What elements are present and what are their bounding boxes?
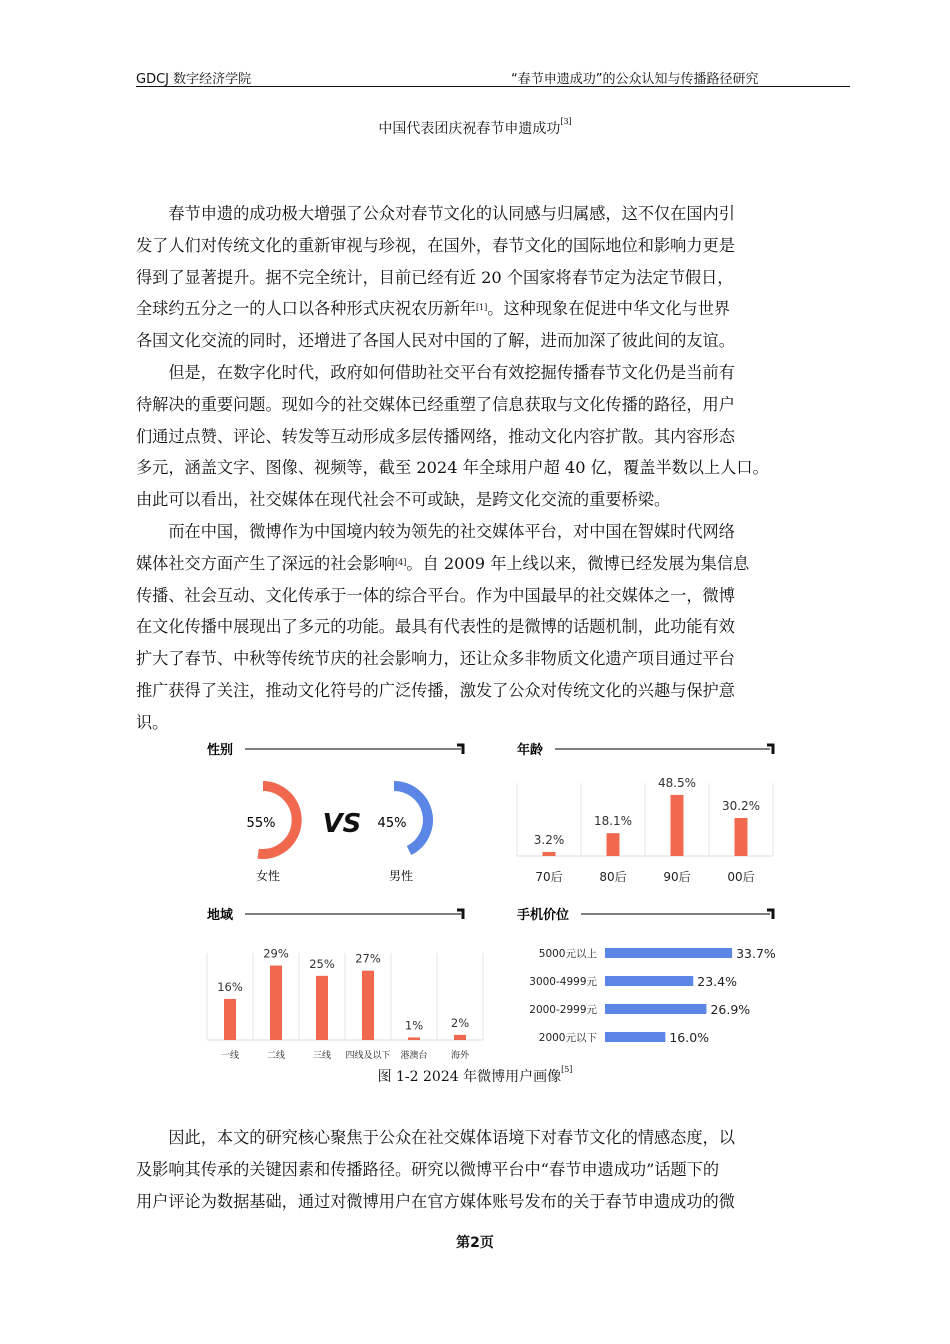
- category-label: 一线: [220, 1051, 240, 1061]
- line-text: 全球约五分之一的人口以各种形式庆祝农历新年: [136, 299, 476, 319]
- phone-price-title: 手机价位: [517, 908, 570, 923]
- category-label: 80后: [599, 870, 627, 884]
- hbar-3000-4999元: [605, 976, 693, 986]
- paragraph-line: [136, 516, 851, 548]
- bar-00后: [735, 818, 748, 856]
- line-text: 扩大了春节、中秋等传统节庆的社会影响力，还让众多非物质文化遗产项目通过平台: [136, 649, 735, 669]
- hbar-2000-2999元: [605, 1004, 706, 1014]
- bar-value-label: 25%: [309, 956, 335, 971]
- category-label: 90后: [663, 870, 691, 884]
- bar-三线: [316, 976, 328, 1040]
- paragraph-2: [136, 357, 851, 516]
- bar-value-label: 3.2%: [533, 832, 565, 847]
- bar-value-label: 27%: [355, 951, 381, 966]
- bar-海外: [454, 1035, 466, 1040]
- paragraph-line: [136, 198, 851, 230]
- bar-四线及以下: [362, 971, 374, 1040]
- line-text: 用户评论为数据基础，通过对微博用户在官方媒体账号发布的关于春节申遗成功的微: [136, 1191, 735, 1211]
- vs-label: VS: [322, 809, 362, 839]
- bar-70后: [543, 852, 556, 856]
- line-text: 待解决的重要问题。现如今的社交媒体已经重塑了信息获取与文化传播的路径，用户: [136, 394, 735, 414]
- line-text: 得到了显著提升。据不完全统计，目前已经有近 20 个国家将春节定为法定节假日，: [136, 267, 734, 287]
- hbar-5000元以上: [605, 948, 732, 958]
- figure-caption: [0, 1066, 950, 1086]
- line-text: 推广获得了关注，推动文化符号的广泛传播，激发了公众对传统文化的兴趣与保护意: [136, 680, 735, 700]
- bar-90后: [671, 795, 684, 856]
- paragraph-1: [136, 198, 851, 357]
- paragraph-4: [136, 1122, 851, 1217]
- line-text: 由此可以看出，社交媒体在现代社会不可或缺，是跨文化交流的重要桥梁。: [136, 490, 671, 510]
- paragraph-line: [136, 675, 851, 707]
- category-label: 三线: [312, 1051, 332, 1061]
- line-text: 因此，本文的研究核心聚焦于公众在社交媒体语境下对春节文化的情感态度，以: [136, 1128, 735, 1147]
- paragraph-line: [136, 293, 851, 325]
- paragraph-line: [136, 1154, 851, 1186]
- category-label: 二线: [266, 1051, 286, 1061]
- header-left: GDCJ 数字经济学院: [136, 72, 252, 87]
- female-label: 女性: [255, 869, 281, 883]
- line-text: 春节申遗的成功极大增强了公众对春节文化的认同感与归属感，这不仅在国内引: [136, 204, 735, 223]
- paragraph-line: [136, 707, 851, 739]
- paragraph-line: [136, 611, 851, 643]
- bar-value-label: 29%: [263, 946, 289, 961]
- line-text: 多元，涵盖文字、图像、视频等，截至 2024 年全球用户超 40 亿，覆盖半数以上人口。: [136, 458, 769, 478]
- category-label: 5000元以上: [538, 948, 597, 960]
- line-text: 。自 2009 年上线以来，微博已经发展为集信息: [406, 553, 750, 573]
- figure-caption-ref: [5]: [561, 1065, 573, 1074]
- category-label: 四线及以下: [345, 1051, 391, 1061]
- line-text: 。这种现象在促进中华文化与世界: [487, 299, 731, 319]
- category-label: 2000-2999元: [529, 1004, 597, 1016]
- paragraph-3: [136, 516, 851, 739]
- paragraph-line: [136, 452, 851, 484]
- paragraph-line: [136, 1186, 851, 1218]
- category-label: 00后: [727, 870, 755, 884]
- region-title: 地域: [207, 908, 234, 923]
- age-title: 年龄: [517, 743, 544, 758]
- hbar-2000元以下: [605, 1032, 665, 1042]
- category-label: 2000元以下: [538, 1032, 597, 1044]
- citation-ref: [4]: [395, 557, 407, 567]
- line-text: 媒体社交方面产生了深远的社会影响: [136, 553, 395, 573]
- line-text: 在文化传播中展现出了多元的功能。最具有代表性的是微博的话题机制，此功能有效: [136, 617, 735, 637]
- paragraph-line: [136, 548, 851, 580]
- line-text: 传播、社会互动、文化传承于一体的综合平台。作为中国最早的社交媒体之一，微博: [136, 585, 735, 605]
- category-label: 海外: [450, 1051, 470, 1061]
- phone-price-bar-chart: [529, 946, 776, 1045]
- line-text: 发了人们对传统文化的重新审视与珍视，在国外，春节文化的国际地位和影响力更是: [136, 235, 735, 255]
- bar-二线: [270, 966, 282, 1040]
- figure-caption-text: 图 1-2 2024 年微博用户画像: [377, 1069, 562, 1085]
- category-label: 港澳台: [400, 1051, 428, 1061]
- line-text: 但是，在数字化时代，政府如何借助社交平台有效挖掘传播春节文化仍是当前有: [136, 363, 735, 382]
- user-profile-figure: [205, 738, 780, 1063]
- top-caption-text: 中国代表团庆祝春节申遗成功: [378, 121, 561, 137]
- age-bar-chart: [517, 776, 773, 884]
- paragraph-line: [136, 325, 851, 357]
- paragraph-line: [136, 643, 851, 675]
- paragraph-line: [136, 580, 851, 612]
- paragraph-line: [136, 421, 851, 453]
- bar-value-label: 18.1%: [593, 814, 633, 829]
- paragraph-line: [136, 389, 851, 421]
- bar-value-label: 2%: [450, 1015, 470, 1030]
- gender-title: 性别: [207, 743, 234, 758]
- bar-value-label: 30.2%: [721, 798, 761, 813]
- line-text: 们通过点赞、评论、转发等互动形成多层传播网络，推动文化内容扩散。其内容形态: [136, 426, 735, 446]
- male-label: 男性: [388, 869, 414, 883]
- bar-value-label: 23.4%: [697, 974, 737, 989]
- male-percent-label: 45%: [377, 816, 407, 831]
- paragraph-line: [136, 1122, 851, 1154]
- region-bar-chart: [207, 947, 483, 1061]
- citation-ref: [1]: [475, 303, 488, 313]
- top-caption-ref: [3]: [560, 117, 572, 126]
- bar-value-label: 26.9%: [710, 1002, 751, 1017]
- bar-value-label: 1%: [404, 1018, 424, 1033]
- page-header: [136, 66, 850, 87]
- category-label: 3000-4999元: [529, 976, 597, 988]
- bar-80后: [607, 833, 620, 856]
- page-number: 第2页: [456, 1235, 494, 1251]
- line-text: 各国文化交流的同时，还增进了各国人民对中国的了解，进而加深了彼此间的友谊。: [136, 331, 735, 351]
- paragraph-line: [136, 484, 851, 516]
- paragraph-line: [136, 230, 851, 262]
- top-photo-caption: [0, 118, 950, 138]
- female-percent-label: 55%: [246, 816, 276, 831]
- category-label: 70后: [535, 870, 563, 884]
- bar-value-label: 16%: [217, 979, 243, 994]
- bar-港澳台: [408, 1037, 420, 1040]
- bar-value-label: 33.7%: [736, 946, 776, 961]
- bar-value-label: 48.5%: [657, 775, 697, 790]
- header-right: “春节申遗成功”的公众认知与传播路径研究: [511, 72, 759, 87]
- paragraph-line: [136, 357, 851, 389]
- line-text: 识。: [136, 712, 169, 732]
- bar-一线: [224, 999, 236, 1040]
- paragraph-line: [136, 262, 851, 294]
- line-text: 及影响其传承的关键因素和传播路径。研究以微博平台中“春节申遗成功”话题下的: [136, 1159, 720, 1179]
- bar-value-label: 16.0%: [669, 1030, 710, 1045]
- line-text: 而在中国，微博作为中国境内较为领先的社交媒体平台，对中国在智媒时代网络: [136, 522, 735, 541]
